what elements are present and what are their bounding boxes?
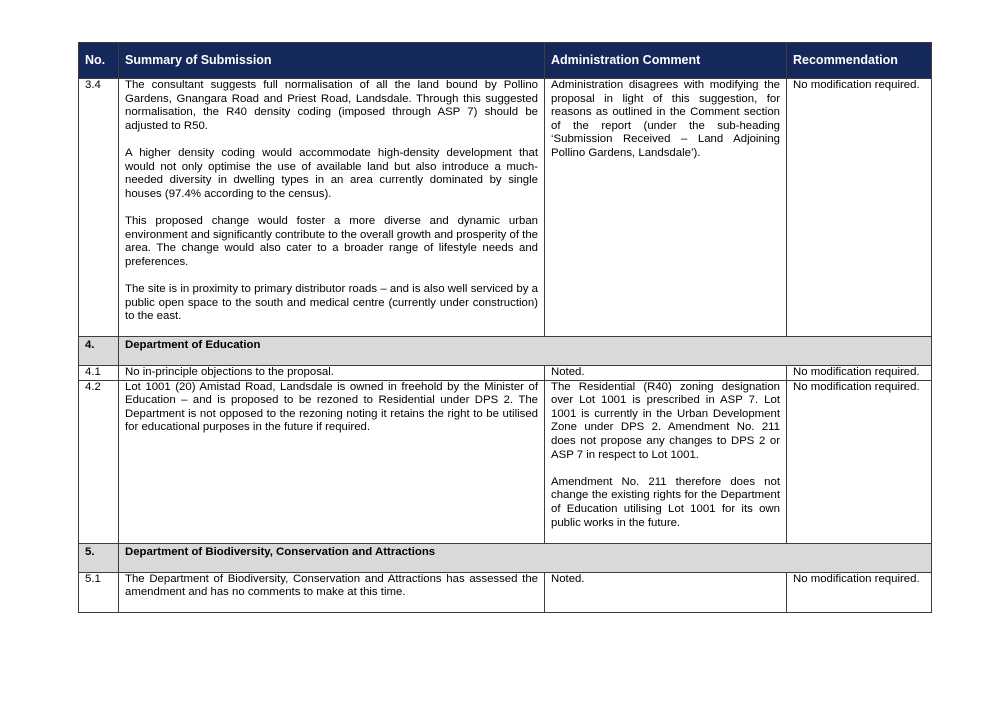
summary-paragraph: A higher density coding would accommodate high-density development that would not only optimise the use of available land but also introduce a much-needed diversity in dwelling types in an area currently dominated by single houses (97.4% according to the census). [125,146,538,200]
section-row-education [79,337,932,366]
recommendation-cell: No modification required. [787,366,932,381]
comment-paragraph: Amendment No. 211 therefore does not change the existing rights for the Department of Education utilising Lot 1001 for its own public works in the future. [551,475,780,529]
recommendation-cell: No modification required. [787,79,932,337]
header-summary: Summary of Submission [119,43,545,79]
comment-cell: Noted. [545,572,787,612]
row-number: 4.2 [79,380,119,543]
header-comment: Administration Comment [545,43,787,79]
comment-cell [545,79,787,337]
header-recommendation: Recommendation [787,43,932,79]
comment-cell [545,380,787,543]
submissions-table [78,42,932,613]
section-row-biodiversity [79,543,932,572]
table-row [79,380,932,543]
table-row [79,572,932,612]
section-number: 5. [79,543,119,572]
table-header-row [79,43,932,79]
recommendation-cell: No modification required. [787,572,932,612]
summary-cell: The Department of Biodiversity, Conservation and Attractions has assessed the amendment and has no comments to make at this time. [119,572,545,612]
section-title: Department of Biodiversity, Conservation and Attractions [119,543,932,572]
summary-paragraph: The consultant suggests full normalisation of all the land bound by Pollino Gardens, Gnangara Road and Priest Road, Landsdale. Through this suggested normalisation, the R40 density coding (imposed through ASP 7) should be adjusted to R50. [125,79,538,132]
comment-cell: Noted. [545,366,787,381]
summary-cell: Lot 1001 (20) Amistad Road, Landsdale is owned in freehold by the Minister of Education – and is proposed to be rezoned to Residential under DPS 2. The Department is not opposed to the rezoning noting it retains the right to be utilised for educational purposes in the future if required. [119,380,545,543]
row-number: 5.1 [79,572,119,612]
table-row [79,79,932,337]
summary-cell: No in-principle objections to the proposal. [119,366,545,381]
row-number: 3.4 [79,79,119,337]
section-title: Department of Education [119,337,932,366]
row-number: 4.1 [79,366,119,381]
recommendation-cell: No modification required. [787,380,932,543]
summary-cell [119,79,545,337]
header-no: No. [79,43,119,79]
summary-paragraph: This proposed change would foster a more diverse and dynamic urban environment and significantly contribute to the overall growth and prosperity of the area. The change would also cater to a broader range of lifestyle needs and preferences. [125,214,538,268]
section-number: 4. [79,337,119,366]
summary-paragraph: The site is in proximity to primary distributor roads – and is also well serviced by a public open space to the south and medical centre (currently under construction) to the east. [125,282,538,323]
table-row [79,366,932,381]
comment-paragraph: The Residential (R40) zoning designation over Lot 1001 is prescribed in ASP 7. Lot 1001 is currently in the Urban Development Zone under DPS 2. Amendment No. 211 does not propose any changes to DPS 2 or ASP 7 in respect to Lot 1001. [551,380,780,461]
comment-paragraph: Administration disagrees with modifying the proposal in light of this suggestion, for reasons as outlined in the Comment section of the report (under the sub-heading ‘Submission Received – Land Adjoining Pollino Gardens, Landsdale’). [551,79,780,159]
